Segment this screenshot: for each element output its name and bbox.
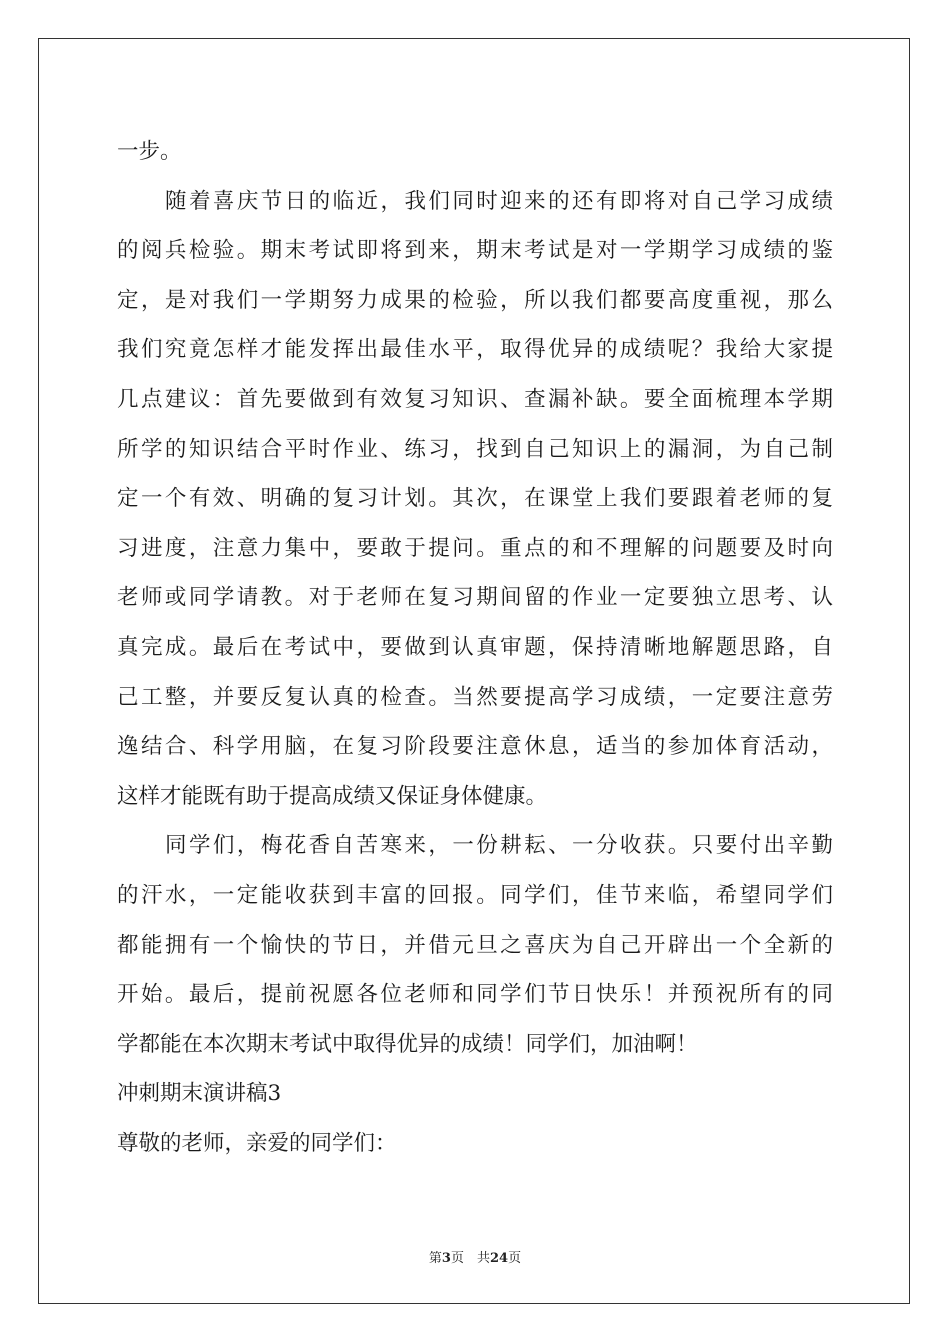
total-pages-number: 24 xyxy=(489,1251,509,1266)
text-line: 习进度，注意力集中，要敢于提问。重点的和不理解的问题要及时向 xyxy=(117,535,833,561)
text-line: 定一个有效、明确的复习计划。其次，在课堂上我们要跟着老师的复 xyxy=(117,486,833,512)
section-title: 冲刺期末演讲稿3 xyxy=(117,1081,282,1107)
salutation: 尊敬的老师，亲爱的同学们： xyxy=(117,1130,397,1156)
text-line: 定，是对我们一学期努力成果的检验，所以我们都要高度重视，那么 xyxy=(117,287,833,313)
footer-total-suffix: 页 xyxy=(508,1251,522,1266)
paragraph-lines xyxy=(117,127,833,1069)
text-line: 开始。最后，提前祝愿各位老师和同学们节日快乐！并预祝所有的同 xyxy=(117,982,833,1008)
text-line: 这样才能既有助于提高成绩又保证身体健康。 xyxy=(117,783,548,809)
footer-prefix: 第 xyxy=(428,1251,442,1266)
text-line: 几点建议：首先要做到有效复习知识、查漏补缺。要全面梳理本学期 xyxy=(117,386,833,412)
current-page-number: 3 xyxy=(441,1251,451,1266)
document-body xyxy=(117,127,833,1168)
text-line: 己工整，并要反复认真的检查。当然要提高学习成绩，一定要注意劳 xyxy=(117,684,833,710)
text-line: 逸结合、科学用脑，在复习阶段要注意休息，适当的参加体育活动， xyxy=(117,734,833,760)
text-line: 老师或同学请教。对于老师在复习期间留的作业一定要独立思考、认 xyxy=(117,585,833,611)
text-line: 的阅兵检验。期末考试即将到来，期末考试是对一学期学习成绩的鉴 xyxy=(117,238,833,264)
text-line: 我们究竟怎样才能发挥出最佳水平，取得优异的成绩呢？我给大家提 xyxy=(117,337,833,363)
text-line: 学都能在本次期末考试中取得优异的成绩！同学们，加油啊！ xyxy=(117,1031,698,1057)
page-footer xyxy=(0,1247,950,1266)
text-line: 的汗水，一定能收获到丰富的回报。同学们，佳节来临，希望同学们 xyxy=(117,882,833,908)
text-line: 所学的知识结合平时作业、练习，找到自己知识上的漏洞，为自己制 xyxy=(117,436,833,462)
text-line: 都能拥有一个愉快的节日，并借元旦之喜庆为自己开辟出一个全新的 xyxy=(117,932,833,958)
text-line: 同学们，梅花香自苦寒来，一份耕耘、一分收获。只要付出辛勤 xyxy=(165,833,833,859)
text-line: 一步。 xyxy=(117,139,182,164)
text-line: 真完成。最后在考试中，要做到认真审题，保持清晰地解题思路，自 xyxy=(117,634,833,660)
text-line: 随着喜庆节日的临近，我们同时迎来的还有即将对自己学习成绩 xyxy=(165,188,833,214)
footer-page-suffix: 页 共 xyxy=(450,1251,490,1266)
